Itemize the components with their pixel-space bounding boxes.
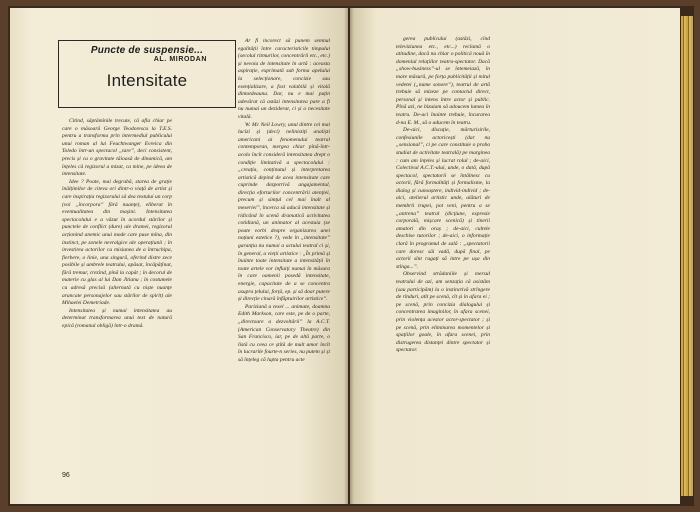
series-title: Puncte de suspensie... [90,45,204,56]
paragraph: De-aici, discuție, mărturisirile, confesiunile actoricești (dar nu „sensional”, ci pe care constituie o proba studiat de activitate teatrală) pe marginea : cum am înțeles și lucrat rolul ; de-aici, Colectivul A.C.T.-ului, unde, o dată, după spectacol, spectatorii se întâlnesc cu actorii, fără formalități și formalisme, la dialog și cunoaștere, individ-individ ; de-aici, atelierul artistic unde, alături de membrii trupei, pot veni, pentru a se „antrena” teatral (dicțiune, expresie corporală, mișcare scenică) și tinerii amatori din oraș ; de-aici, cultele deschise tutorilor ; de-aici, o informație clară în programul de sală : „spectatorii care doresc săi vadă, după final, pe actorii sînt rugați să intre pe ușa din stînga...”. [396,127,490,270]
author-name: AL. MIRODAN [153,56,207,63]
paragraph: Observind strădaniile și mersul teatrului de azi, am senzația că asistăm (sau participăm) la o instinctivă strîngere de rînduri, atît pe scenă, cît și în afara ei ; pe scenă, prin concizia dialogului și concentrarea imaginilor, în afara scenei, prin violența acestor actor-spectator ; și pe scenă, prin eliminarea momentelor și spațiilor goale, în afara scenei, prin distrugerea distanței dintre spectator și spectator. [396,271,490,354]
article-header-box [58,40,236,108]
page-number: 96 [62,472,70,479]
text-column-1 [62,118,172,470]
article-title: Intensitate [106,71,188,90]
paragraph: Ar fi incorect să punem semnul egalității între caracteristicile timpului (secolul ritmurilor, concentrării etc., etc.) și nevoia de intensitate în artă : aceasta aspirație, exprimată sub forma apelului la selecționare, concizie sau esențializare, a fost valabilă și vitală dintotdeauna. Dar, nu e mai puțin adevărat că astăzi intensitatea pare a fi nu numai un deziderat, ci și o necesitate vitală. [238,38,330,120]
page-edge-stripe [681,16,693,496]
paragraph: Idee ? Poate, mai degrabă, starea de grație înălțimilor de citeva ori dintr-o viață de artist și care inspirația regizorului să dea textului un corp (voi „încorpora” fără nuanțe), eliberat în eventualitatea din mașini. Intensitatea spectacolului e a văzut în acordul stărilor și punctele de conflict (dure) ale dramei, regizorul acționind anemic unui mode care puse mîna, din instinct, pe zonele nevralgice ale operațiunii ; în investirea actorilor cu misiunea de a întruchipa, fierbere, o linie, una singură, oferind distre zece posibile și umbrele teatrului, apăsat, încăpățînat, fără tremur, crezînd, pînă la capăt ; în decorul de materie cu glas al lui Dan Jitianu ; în costumele cu adresă precisă (alternată cu niște nuanțe aruncate personajelor sau stărilor de spirit) ale Mihaelei Demetriade. [62,178,172,307]
paragraph: W. Mc Neil Lowry, unul dintre cei mai lucizi și (deci) nelinistiți analiști americani ai fenomenului teatral contemporan, mergea chiar pînă-într-acolo încît consideră intensitatea drept o condiție limitativă a spectacolului : „creația, conținutul și interpretarea artistică depind de acea intensitate care cuprinde dezpotrivă angajamentul, direcția eforturilor concentrării atenției, precum și simțul cel mai înalt al meseriei”, încerca să aducă intensitate și ridicând în scenă dramatică activitatea cotidiană, un animator al acestuia (se poate vorbi despre organizarea unei noțiuni estetice ?), vede în „intensitate” garanția nu numai a actului teatral ci și, în general, a vieții artistice : „În primă și înainte toate intensitate a intensității în toate artele vor influiți numai în măsura în care oamenii posedă intensitate, energie, capacitate de a se concentra asupra țelului, forță, ep. și să doar putere și direcție cinară înfăptuirilor artistice”. [238,121,330,303]
text-column-b [238,38,330,470]
text-column-c [396,36,490,472]
paragraph: Citind, săptămînile trecute, că afla chiar pe care o măsoară George Teodorescu la T.E.S. pentru a transforma prin intermediul publicului unui roman al lui Feuchtwanger Evreica din Toledo într-un spectacol „tare”, deci consistent, precis și cu o gravitate tăioasă de dinamică, am înțeles că regizorul a mizat, ca mine, pe ideea de intensitate. [62,118,172,178]
paragraph: Pariziană a texel ... animate, doamna Edith Markson, care este, pe de o parte, „directoare a dezvoltării” la A.C.T. (American Conservatory Theatre) din San Francisco, iar, pe de altă parte, o listă cu ceea ce ștîtă de mult umor încît în lucrarile fourte-n series, nu putem și și să înțeleg că lupta pentru acte [238,303,330,363]
book-gutter [344,8,354,504]
paragraph: Intensitatea și numai intensitatea au determinat transformarea unui text de natură epică (romanul obligă) într-o dramă. [62,307,172,330]
paragraph: gerea publicului (astăzi, cînd televiziunea etc., etc...) reclamă o atitudine, dacă nu chiar o politică nouă în domeniul relațiilor teatru-spectator. Dacă „show-business”-ul se întemeiază, în mare măsură, pe forța publicității și mitul vedetei („nume sonore”), teatrul de artă trebuie să mizeze pe contactul direct, personal și intens între actor și public. Pînă azi, ne bizuiam să adoucem lumea în teatru. De-aci înainte trebuie, încurarea d-na E. M., să o aducem în teatru. [396,36,490,126]
